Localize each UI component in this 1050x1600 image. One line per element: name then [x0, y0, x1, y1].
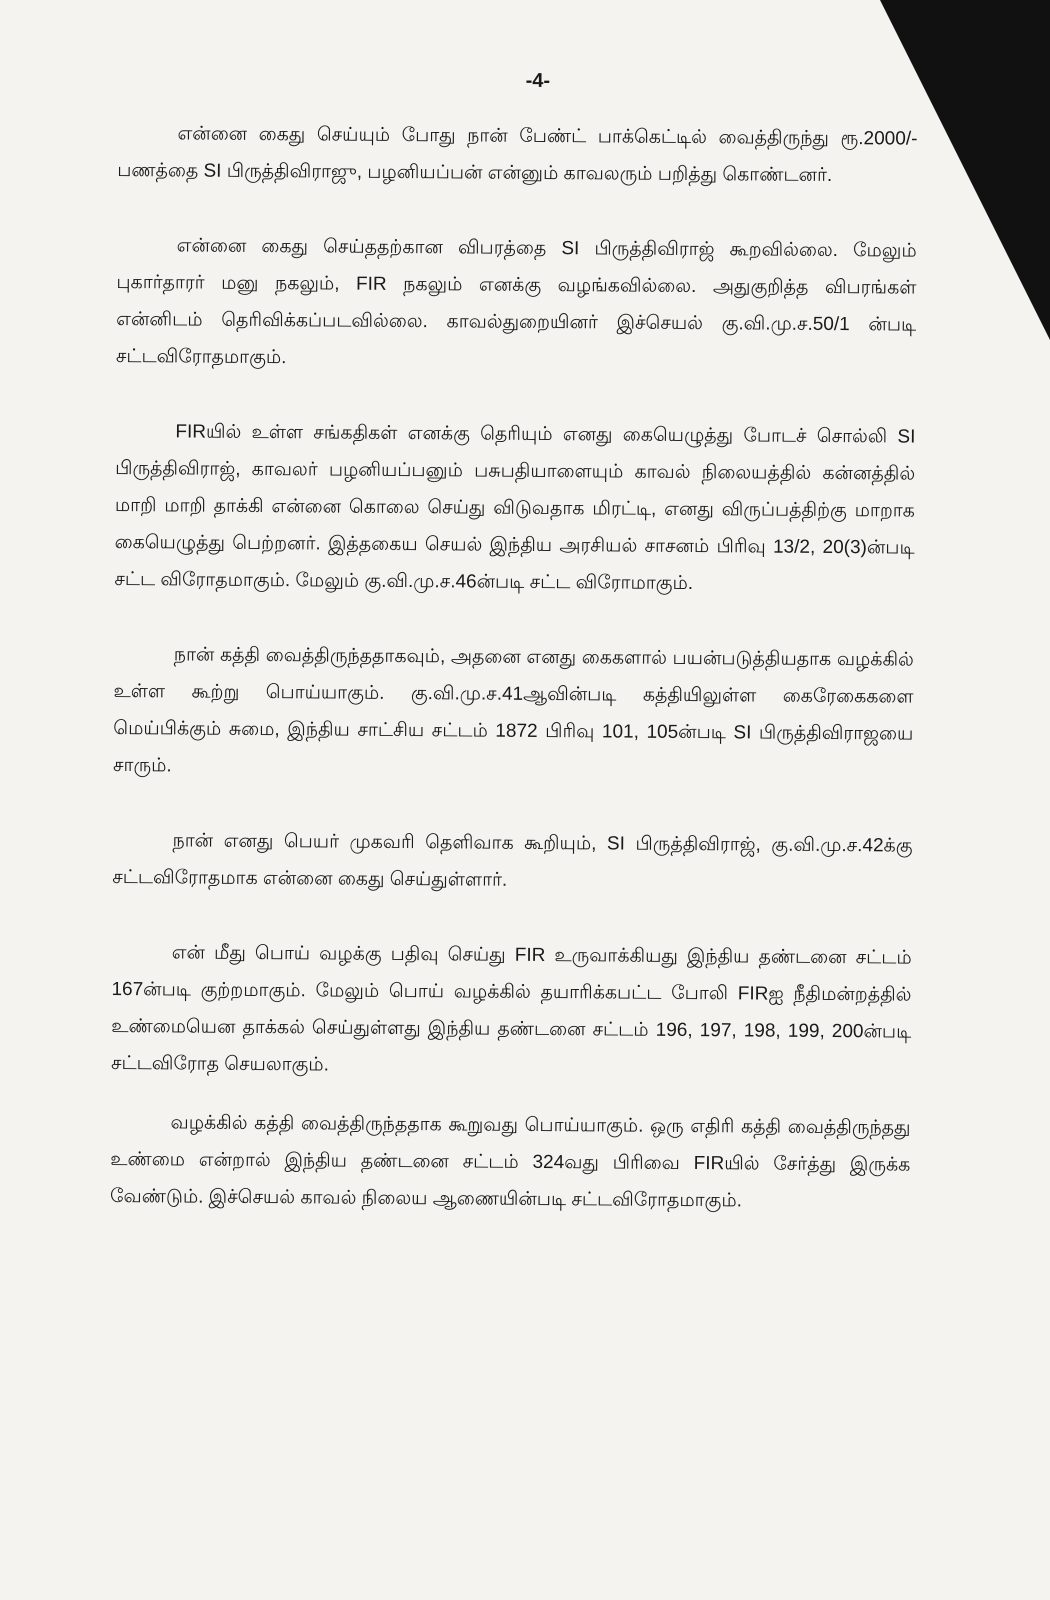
document-page	[110, 60, 918, 1221]
paragraph-5: நான் எனது பெயர் முகவரி தெளிவாக கூறியும், SI பிருத்திவிராஜ், கு.வி.மு.ச.42க்கு சட்டவிரோதமாக என்னை கைது செய்துள்ளார்.	[112, 830, 913, 891]
paragraph-6: என் மீது பொய் வழக்கு பதிவு செய்து FIR உருவாக்கியது இந்திய தண்டனை சட்டம் 167ன்படி குற்றமாகும். மேலும் பொய் வழக்கில் தயாரிக்கபட்ட போலி FIRஐ நீதிமன்றத்தில் உண்மையென தாக்கல் செய்துள்ளது இந்திய தண்டனை சட்டம் 196, 197, 198, 199, 200ன்படி சட்டவிரோத செயலாகும்.	[110, 942, 912, 1076]
paragraph-7: வழக்கில் கத்தி வைத்திருந்ததாக கூறுவது பொய்யாகும். ஒரு எதிரி கத்தி வைத்திருந்தது உண்மை என்றால் இந்திய தண்டனை சட்டம் 324வது பிரிவை FIRயில் சேர்த்து இருக்க வேண்டும். இச்செயல் காவல் நிலைய ஆணையின்படி சட்டவிரோதமாகும்.	[109, 1112, 911, 1212]
paragraph-4: நான் கத்தி வைத்திருந்ததாகவும், அதனை எனது கைகளால் பயன்படுத்தியதாக வழக்கில் உள்ள கூற்று பொய்யாகும். கு.வி.மு.ச.41ஆவின்படி கத்தியிலுள்ள கைரேகைகளை மெய்பிக்கும் சுமை, இந்திய சாட்சிய சட்டம் 1872 பிரிவு 101, 105ன்படி SI பிருத்திவிராஜயை சாரும்.	[113, 644, 914, 777]
page-number: -4-	[525, 69, 551, 93]
paragraph-2: என்னை கைது செய்ததற்கான விபரத்தை SI பிருத்திவிராஜ் கூறவில்லை. மேலும் புகார்தாரர் மனு நகலும், FIR நகலும் எனக்கு வழங்கவில்லை. அதுகுறித்த விபரங்கள் என்னிடம் தெரிவிக்கப்படவில்லை. காவல்துறையினர் இச்செயல் கு.வி.மு.ச.50/1 ன்படி சட்டவிரோதமாகும்.	[115, 235, 917, 369]
paragraph-1: என்னை கைது செய்யும் போது நான் பேண்ட் பாக்கெட்டில் வைத்திருந்து ரூ.2000/- பணத்தை SI பிருத்திவிராஜு, பழனியப்பன் என்னும் காவலரும் பறித்து கொண்டனர்.	[117, 123, 918, 186]
paragraph-3: FIRயில் உள்ள சங்கதிகள் எனக்கு தெரியும் எனது கையெழுத்து போடச் சொல்லி SI பிருத்திவிராஜ், காவலர் பழனியப்பனும் பசுபதியாளையும் காவல் நிலையத்தில் கன்னத்தில் மாறி மாறி தாக்கி என்னை கொலை செய்து விடுவதாக மிரட்டி, எனது விருப்பத்திற்கு மாறாக கையெழுத்து பெற்றனர். இத்தகைய செயல் இந்திய அரசியல் சாசனம் பிரிவு 13/2, 20(3)ன்படி சட்ட விரோதமாகும். மேலும் கு.வி.மு.ச.46ன்படி சட்ட விரோமாகும்.	[114, 421, 916, 595]
